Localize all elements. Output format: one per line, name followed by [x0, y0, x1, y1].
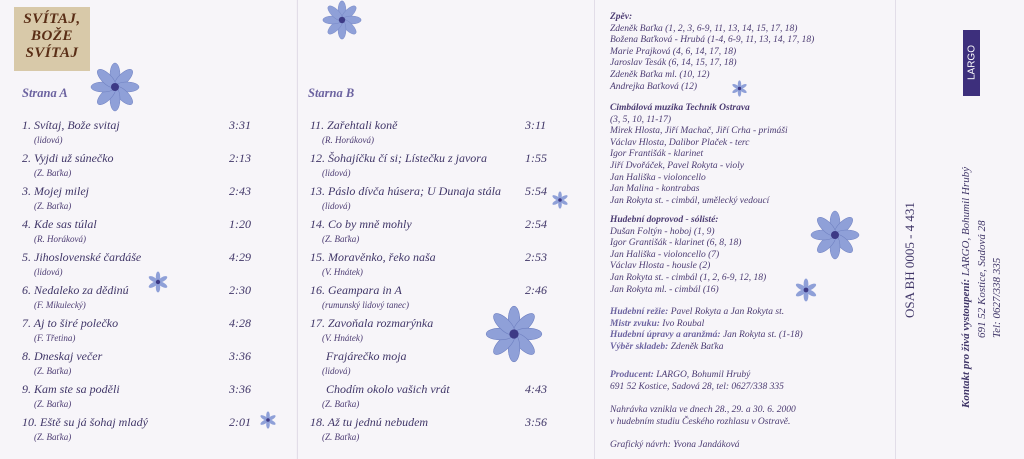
credit-line: Mirek Hlosta, Jiří Machač, Jiří Crha - primáši	[610, 126, 788, 137]
credit-line: Jaroslav Tesák (6, 14, 15, 17, 18)	[610, 58, 737, 69]
producer-address: 691 52 Kostice, Sadová 28, tel: 0627/338 335	[610, 381, 784, 392]
track-duration: 3:56	[525, 415, 547, 429]
flower-icon	[322, 0, 362, 40]
contact-label: Kontakt pro živá vystoupení:	[960, 278, 972, 408]
flower-icon	[147, 271, 169, 293]
contact-line	[960, 167, 972, 408]
credit-line: Igor Františák - klarinet	[610, 149, 704, 160]
producer-section	[610, 370, 784, 393]
credit-line: Igor Grantišák - klarinet (6, 8, 18)	[610, 238, 742, 249]
track-credit: (Z. Baťka)	[34, 366, 72, 376]
flower-icon	[485, 305, 543, 363]
logo-line: SVÍTAJ	[25, 45, 79, 61]
section-title: Hudební doprovod - sólisté:	[610, 215, 719, 225]
credit-line: Jan Rokyta ml. - cimbál (16)	[610, 284, 719, 295]
recording-line: v hudebním studiu Českého rozhlasu v Ostravě.	[610, 416, 791, 427]
label: Mistr zvuku:	[610, 318, 660, 329]
track-duration: 4:29	[229, 250, 251, 264]
contact-address: 691 52 Kostice, Sadová 28	[976, 220, 988, 338]
flower-icon	[551, 191, 569, 209]
track-credit: (lidová)	[34, 135, 63, 145]
track-credit: (rumunský lidový tanec)	[322, 300, 409, 310]
track-title: 3. Mojej milej	[22, 184, 89, 198]
largo-text: LARGO	[966, 45, 978, 81]
track-title: 2. Vyjdi už súnečko	[22, 151, 114, 165]
credit-line: Jiří Dvořáček, Pavel Rokyta - violy	[610, 160, 744, 171]
track-title: 1. Svítaj, Bože svitaj	[22, 118, 120, 132]
track-credit: (lidová)	[322, 201, 351, 211]
track-duration: 3:31	[229, 118, 251, 132]
track-title: 8. Dneskaj večer	[22, 349, 103, 363]
track-credit: (Z. Baťka)	[34, 432, 72, 442]
design-credit	[610, 440, 740, 452]
track-duration: 2:13	[229, 151, 251, 165]
track-duration: 3:11	[525, 118, 547, 132]
band-section	[610, 103, 788, 207]
track-title: Chodím okolo vašich vrát	[326, 382, 450, 396]
track-duration: 3:36	[229, 349, 251, 363]
track-credit: (V. Hnátek)	[322, 267, 363, 277]
flower-icon	[731, 80, 748, 97]
credit-line: Marie Prajková (4, 6, 14, 17, 18)	[610, 46, 737, 57]
track-credit: (F. Mikulecký)	[34, 300, 86, 310]
track-credit: (lidová)	[322, 168, 351, 178]
track-duration: 1:55	[525, 151, 547, 165]
value: Ivo Roubal	[662, 318, 705, 329]
track-credit: (F. Třetina)	[34, 333, 76, 343]
section-title: Zpěv:	[610, 12, 633, 22]
credit-line: Václav Hlosta - housle (2)	[610, 261, 711, 272]
track-duration: 2:53	[525, 250, 547, 264]
recording-line: Nahrávka vznikla ve dnech 28., 29. a 30. 6. 2000	[610, 405, 796, 415]
logo-line: SVÍTAJ,	[23, 11, 81, 27]
track-title: 11. Zařehtali koně	[310, 118, 398, 132]
track-title: 13. Páslo dívča húsera; U Dunaja stála	[310, 184, 501, 198]
track-title: 12. Šohajíčku čí si; Lístečku z javora	[310, 151, 487, 165]
track-title: Frajárečko moja	[326, 349, 407, 363]
soloists-section	[610, 215, 766, 296]
track-title: 9. Kam ste sa poděli	[22, 382, 120, 396]
track-title: 6. Nedaleko za dědinú	[22, 283, 129, 297]
track-credit: (Z. Baťka)	[322, 234, 360, 244]
side-b-title: Starna B	[308, 86, 355, 100]
track-title: 14. Co by mně mohly	[310, 217, 412, 231]
value: Pavel Rokyta a Jan Rokyta st.	[670, 307, 785, 317]
credit-line: Jan Hališka - violoncello	[610, 172, 706, 183]
credit-line: (3, 5, 10, 11-17)	[610, 114, 672, 125]
track-title: 18. Až tu jednú nebudem	[310, 415, 429, 429]
track-credit: (Z. Baťka)	[322, 399, 360, 409]
track-duration: 4:28	[229, 316, 251, 330]
label: Producent:	[610, 370, 654, 380]
flower-icon	[794, 278, 818, 302]
value: Jan Rokyta st. (1-18)	[722, 330, 803, 341]
track-title: 16. Geampara in A	[310, 283, 402, 297]
track-title: 17. Zavoňala rozmarýnka	[310, 316, 434, 330]
track-title: 10. Eště su já šohaj mladý	[22, 415, 148, 429]
value: Zdeněk Baťka	[670, 341, 724, 352]
credit-line: Václav Hlosta, Dalibor Plaček - terc	[610, 137, 750, 148]
track-duration: 1:20	[229, 217, 251, 231]
credit-line: Jan Malina - kontrabas	[610, 184, 700, 195]
contact-value: LARGO, Bohumil Hrubý	[960, 166, 972, 276]
vocals-section	[610, 12, 814, 93]
track-credit: (R. Horáková)	[322, 135, 374, 145]
catalog-number: OSA BH 0005 - 4 431	[902, 202, 917, 318]
production-section	[610, 307, 803, 353]
credit-line: Zdeněk Baťka ml. (10, 12)	[610, 69, 710, 80]
section-title: Cimbálová muzika Technik Ostrava	[610, 103, 750, 113]
track-title: 7. Aj to širé polečko	[22, 316, 119, 330]
credit-line: Božena Baťková - Hrubá (1-4, 6-9, 11, 13, 14, 17, 18)	[610, 35, 815, 46]
track-credit: (V. Hnátek)	[322, 333, 363, 343]
track-duration: 4:43	[525, 382, 547, 396]
recording-note	[610, 405, 796, 428]
track-credit: (lidová)	[34, 267, 63, 277]
album-logo	[14, 7, 90, 71]
contact-phone: Tel: 0627/338 335	[991, 257, 1003, 338]
track-duration: 3:36	[229, 382, 251, 396]
credit-line: Jan Hališka - violoncello (7)	[610, 249, 720, 260]
credit-line: Jan Rokyta st. - cimbál, umělecký vedoucí	[610, 195, 770, 206]
design-line: Grafický návrh: Yvona Jandáková	[610, 440, 740, 450]
flower-icon	[90, 62, 140, 112]
credit-line: Dušan Foltýn - hoboj (1, 9)	[610, 226, 715, 237]
track-title: 15. Moravěnko, řeko naša	[310, 250, 436, 264]
track-credit: (Z. Baťka)	[34, 201, 72, 211]
track-duration: 2:46	[525, 283, 547, 297]
credit-line: Andrejka Baťková (12)	[610, 81, 697, 92]
label: Hudební úpravy a aranžmá:	[610, 330, 721, 341]
flower-icon	[259, 411, 277, 429]
track-title: 5. Jihoslovenské čardáše	[22, 250, 142, 264]
track-duration: 2:54	[525, 217, 547, 231]
flower-icon	[810, 210, 860, 260]
logo-line: BOŽE	[30, 28, 73, 44]
track-duration: 2:01	[229, 415, 251, 429]
label: Výběr skladeb:	[610, 341, 669, 352]
track-duration: 2:30	[229, 283, 251, 297]
track-credit: (Z. Baťka)	[34, 168, 72, 178]
credit-line: Jan Rokyta st. - cimbál (1, 2, 6-9, 12, 18)	[610, 272, 767, 283]
track-credit: (R. Horáková)	[34, 234, 86, 244]
track-duration: 5:54	[525, 184, 547, 198]
label: Hudební režie:	[610, 307, 669, 317]
largo-label-logo	[963, 30, 980, 96]
track-duration: 2:43	[229, 184, 251, 198]
track-credit: (Z. Baťka)	[34, 399, 72, 409]
track-credit: (Z. Baťka)	[322, 432, 360, 442]
track-title: 4. Kde sas túlal	[22, 217, 97, 231]
side-a-title: Strana A	[22, 86, 68, 100]
value: LARGO, Bohumil Hrubý	[656, 370, 751, 380]
track-credit: (lidová)	[322, 366, 351, 376]
credit-line: Zdeněk Baťka (1, 2, 3, 6-9, 11, 13, 14, 15, 17, 18)	[610, 23, 798, 34]
